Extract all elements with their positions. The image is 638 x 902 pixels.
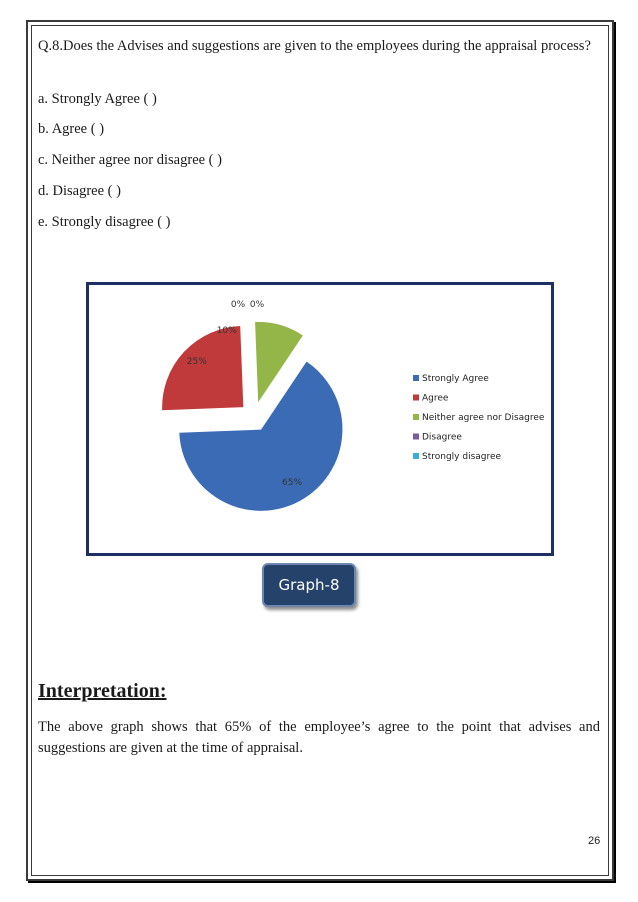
legend-swatch: [413, 453, 419, 459]
interpretation-heading: Interpretation:: [38, 680, 167, 702]
legend-label: Strongly disagree: [422, 452, 502, 462]
pie-chart: [89, 285, 551, 553]
option-a: a. Strongly Agree ( ): [38, 91, 157, 107]
legend-label: Disagree: [422, 432, 462, 443]
legend-label: Strongly Agree: [422, 374, 489, 384]
page-number: 26: [588, 835, 601, 847]
option-d: d. Disagree ( ): [38, 183, 121, 199]
legend-item-neither-agree-nor-disagree: [413, 413, 545, 423]
legend-item-strongly-disagree: [413, 452, 502, 462]
pie-slice-agree: [162, 326, 244, 411]
data-label-strongly-disagree: 0%: [249, 300, 265, 310]
pie-chart-frame: [86, 282, 554, 556]
legend-swatch: [413, 375, 419, 381]
legend-label: Agree: [422, 393, 449, 404]
option-e: e. Strongly disagree ( ): [38, 214, 171, 230]
data-label-disagree: 0%: [230, 300, 246, 310]
data-label-agree: 25%: [186, 357, 207, 368]
legend-item-strongly-agree: [413, 374, 489, 384]
legend-item-disagree: [413, 433, 462, 443]
legend-swatch: [413, 395, 419, 401]
interpretation-text: The above graph shows that 65% of the employee’s agree to the point that advises and suggestions are given at the time of appraisal.: [38, 719, 600, 756]
graph-label: Graph-8: [262, 563, 356, 607]
question-text: Q.8.Does the Advises and suggestions are given to the employees during the appraisal process?: [38, 38, 591, 54]
legend-swatch: [413, 414, 419, 420]
legend-label: Neither agree nor Disagree: [422, 413, 545, 423]
data-label-neither-agree-nor-disagree: 10%: [216, 326, 237, 336]
option-b: b. Agree ( ): [38, 121, 105, 137]
legend-item-agree: [413, 394, 449, 404]
legend-swatch: [413, 434, 419, 440]
data-label-strongly-agree: 65%: [282, 478, 303, 489]
option-c: c. Neither agree nor disagree ( ): [38, 152, 222, 168]
